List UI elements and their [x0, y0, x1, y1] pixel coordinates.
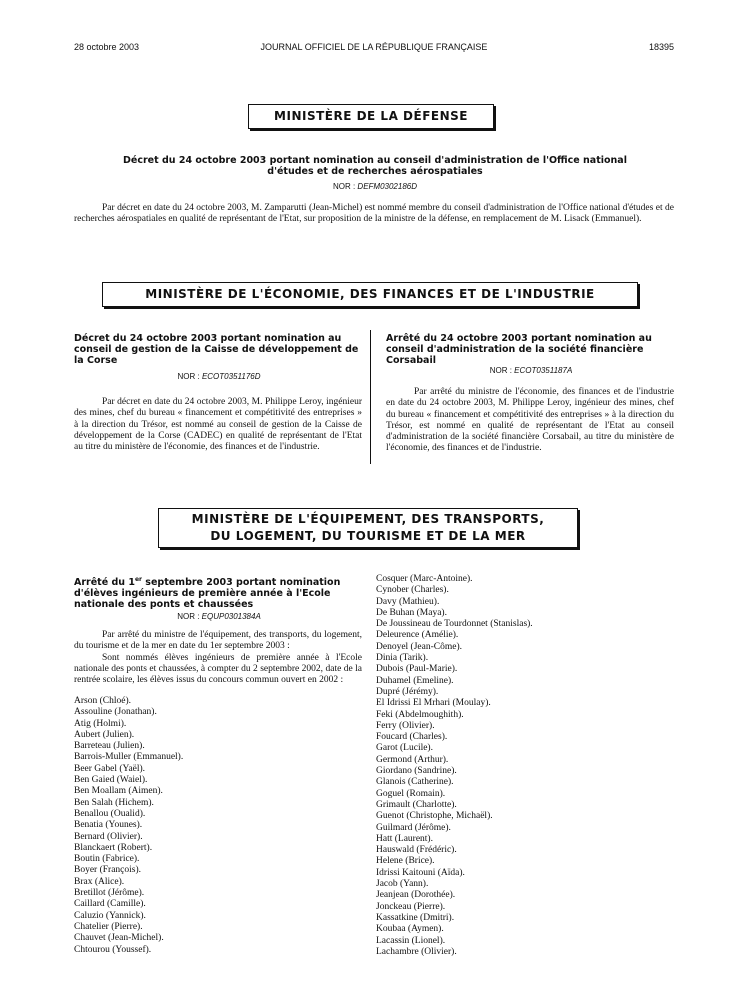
student-name: Deleurence (Amélie).	[376, 630, 459, 641]
student-name: Guilmard (Jérôme).	[376, 822, 451, 833]
student-name: Cynober (Charles).	[376, 585, 449, 596]
student-name: Ben Gaied (Waiel).	[74, 775, 148, 786]
student-name: Benallou (Oualid).	[74, 808, 146, 819]
student-name: Dubois (Paul-Marie).	[376, 664, 458, 675]
student-name: Boyer (François).	[74, 865, 142, 876]
student-name: Caluzio (Yannick).	[74, 910, 146, 921]
student-name: Chauvet (Jean-Michel).	[74, 933, 164, 944]
student-name: Feki (Abdelmoughith).	[376, 709, 464, 720]
student-name: Davy (Mathieu).	[376, 596, 440, 607]
student-name: De Buhan (Maya).	[376, 607, 447, 618]
student-name: Assouline (Jonathan).	[74, 707, 157, 718]
student-name: Jonckeau (Pierre).	[376, 901, 446, 912]
issue-date: 28 octobre 2003	[74, 42, 140, 52]
ministry-heading-line1: MINISTÈRE DE L'ÉQUIPEMENT, DES TRANSPORTS,	[191, 512, 545, 526]
enpc-arrete-title	[74, 574, 364, 610]
title-start: Arrêté du 1	[74, 577, 135, 589]
student-list-col1	[74, 696, 362, 956]
nor-code: ECOT0351176D	[201, 372, 261, 381]
column-divider	[370, 330, 371, 464]
defense-decree-body: Par décret en date du 24 octobre 2003, M. Zamparutti (Jean-Michel) est nommé membre du conseil d'administration de l'Office national d'études et de recherches aérospatiales en qualité de représentant de l'Etat, sur proposition de la ministre de la défense, en remplacement de M. Lisack (Emmanuel).	[74, 203, 674, 225]
student-name: Blanckaert (Robert).	[74, 842, 153, 853]
enpc-body-appointment: Sont nommés élèves ingénieurs de première année à l'Ecole nationale des ponts et chaussées, à compter du 2 septembre 2002, date de la rentrée scolaire, les élèves issus du concours commun ouvert en 2002 :	[74, 652, 362, 686]
student-name: Kassatkine (Dmitri).	[376, 912, 455, 923]
cadec-decree-body: Par décret en date du 24 octobre 2003, M. Philippe Leroy, ingénieur des mines, chef du bureau « financement et compétitivité des entreprises » à la direction du Trésor, est nommé au conseil de gestion de la Caisse de développement de la Corse (CADEC) en qualité de représentant de l'Etat au titre du ministère de l'économie, des finances et de l'industrie.	[74, 397, 362, 453]
nor-label: NOR :	[332, 182, 358, 191]
student-name: Dinia (Tarik).	[376, 653, 429, 664]
student-name: Bernard (Olivier).	[74, 831, 143, 842]
title-sup: er	[134, 576, 142, 583]
student-name: Lachambre (Olivier).	[376, 946, 457, 957]
student-name: Ben Moallam (Aimen).	[74, 786, 163, 797]
student-name: Jeanjean (Dorothée).	[376, 890, 456, 901]
student-name: Glanois (Catherine).	[376, 777, 454, 788]
ministry-equipement-heading	[158, 508, 578, 548]
student-name: Barrois-Muller (Emmanuel).	[74, 752, 184, 763]
nor-label: NOR :	[177, 612, 202, 621]
student-name: Bretillot (Jérôme).	[74, 888, 145, 899]
student-name: Barreteau (Julien).	[74, 741, 145, 752]
student-name: Germond (Arthur).	[376, 754, 449, 765]
ministry-heading-line2: DU LOGEMENT, DU TOURISME ET DE LA MER	[210, 529, 526, 543]
nor-label: NOR :	[177, 372, 202, 381]
student-name: Lacassin (Lionel).	[376, 935, 446, 946]
student-name: Cosquer (Marc-Antoine).	[376, 574, 473, 584]
student-name: Benatia (Younes).	[74, 820, 143, 831]
student-name: Aubert (Julien).	[74, 729, 135, 740]
student-name: Beer Gabel (Yaël).	[74, 763, 146, 774]
page-header	[74, 42, 674, 56]
student-name: El Idrissi El Mrhari (Moulay).	[376, 698, 491, 709]
student-name: Arson (Chloé).	[74, 696, 131, 706]
student-name: Guenot (Christophe, Michaël).	[376, 811, 493, 822]
student-name: Chtourou (Youssef).	[74, 944, 152, 955]
student-name: Grimault (Charlotte).	[376, 799, 457, 810]
student-name: Hauswald (Frédéric).	[376, 845, 457, 856]
student-name: Chatelier (Pierre).	[74, 921, 143, 932]
enpc-arrete-body	[74, 630, 362, 686]
student-name: Goguel (Romain).	[376, 788, 446, 799]
nor-code: DEFM0302186D	[357, 182, 418, 191]
title-end: septembre 2003 portant nomination d'élèves ingénieurs de première année à l'Ecole nationale des ponts et chaussées	[74, 577, 341, 611]
student-name: Ferry (Olivier).	[376, 720, 435, 731]
student-name: Ben Salah (Hichem).	[74, 797, 154, 808]
student-name: Jacob (Yann).	[376, 879, 429, 890]
corsabail-arrete-title: Arrêté du 24 octobre 2003 portant nomination au conseil d'administration de la société financière Corsabail	[386, 333, 652, 366]
ministry-defense-heading: MINISTÈRE DE LA DÉFENSE	[248, 104, 494, 129]
student-name: Brax (Alice).	[74, 876, 125, 887]
nor-code: ECOT0351187A	[514, 366, 573, 375]
student-name: Duhamel (Emeline).	[376, 675, 454, 686]
student-name: Boutin (Fabrice).	[74, 854, 140, 865]
journal-title: JOURNAL OFFICIEL DE LA RÉPUBLIQUE FRANÇAISE	[260, 42, 488, 52]
corsabail-nor	[386, 366, 676, 375]
student-list-col2	[376, 574, 676, 958]
page-number: 18395	[648, 42, 674, 52]
student-name: Dupré (Jérémy).	[376, 686, 439, 697]
student-name: Foucard (Charles).	[376, 732, 448, 743]
student-name: Hatt (Laurent).	[376, 833, 433, 844]
defense-decree-title: Décret du 24 octobre 2003 portant nomination au conseil d'administration de l'Office national d'études et de recherches aérospatiales	[123, 155, 627, 177]
student-name: De Joussineau de Tourdonnet (Stanislas).	[376, 619, 533, 630]
nor-label: NOR :	[489, 366, 515, 375]
student-name: Koubaa (Aymen).	[376, 924, 444, 935]
cadec-nor	[74, 372, 364, 381]
student-name: Helene (Brice).	[376, 856, 435, 867]
student-name: Denoyel (Jean-Côme).	[376, 641, 462, 652]
student-name: Giordano (Sandrine).	[376, 766, 457, 777]
cadec-decree-title: Décret du 24 octobre 2003 portant nomination au conseil de gestion de la Caisse de développement de la Corse	[74, 333, 359, 366]
ministry-economie-heading: MINISTÈRE DE L'ÉCONOMIE, DES FINANCES ET DE L'INDUSTRIE	[102, 282, 638, 307]
enpc-nor	[74, 612, 364, 621]
student-name: Garot (Lucile).	[376, 743, 433, 754]
enpc-body-intro: Par arrêté du ministre de l'équipement, des transports, du logement, du tourisme et de la mer en date du 1er septembre 2003 :	[74, 630, 362, 652]
student-name: Atig (Holmi).	[74, 718, 127, 729]
nor-code: EQUP0301384A	[201, 612, 261, 621]
defense-nor	[120, 182, 630, 191]
corsabail-arrete-body: Par arrêté du ministre de l'économie, des finances et de l'industrie en date du 24 octobre 2003, M. Philippe Leroy, ingénieur des mines, chef du bureau « financement et compétitivité des entreprises » à la direction du Trésor, est nommé en qualité de représentant de l'Etat au conseil d'administration de la société financière Corsabail, au titre du ministère de l'économie, des finances et de l'industrie.	[386, 387, 674, 454]
student-name: Caillard (Camille).	[74, 899, 146, 910]
student-name: Idrissi Kaitouni (Aïda).	[376, 867, 465, 878]
